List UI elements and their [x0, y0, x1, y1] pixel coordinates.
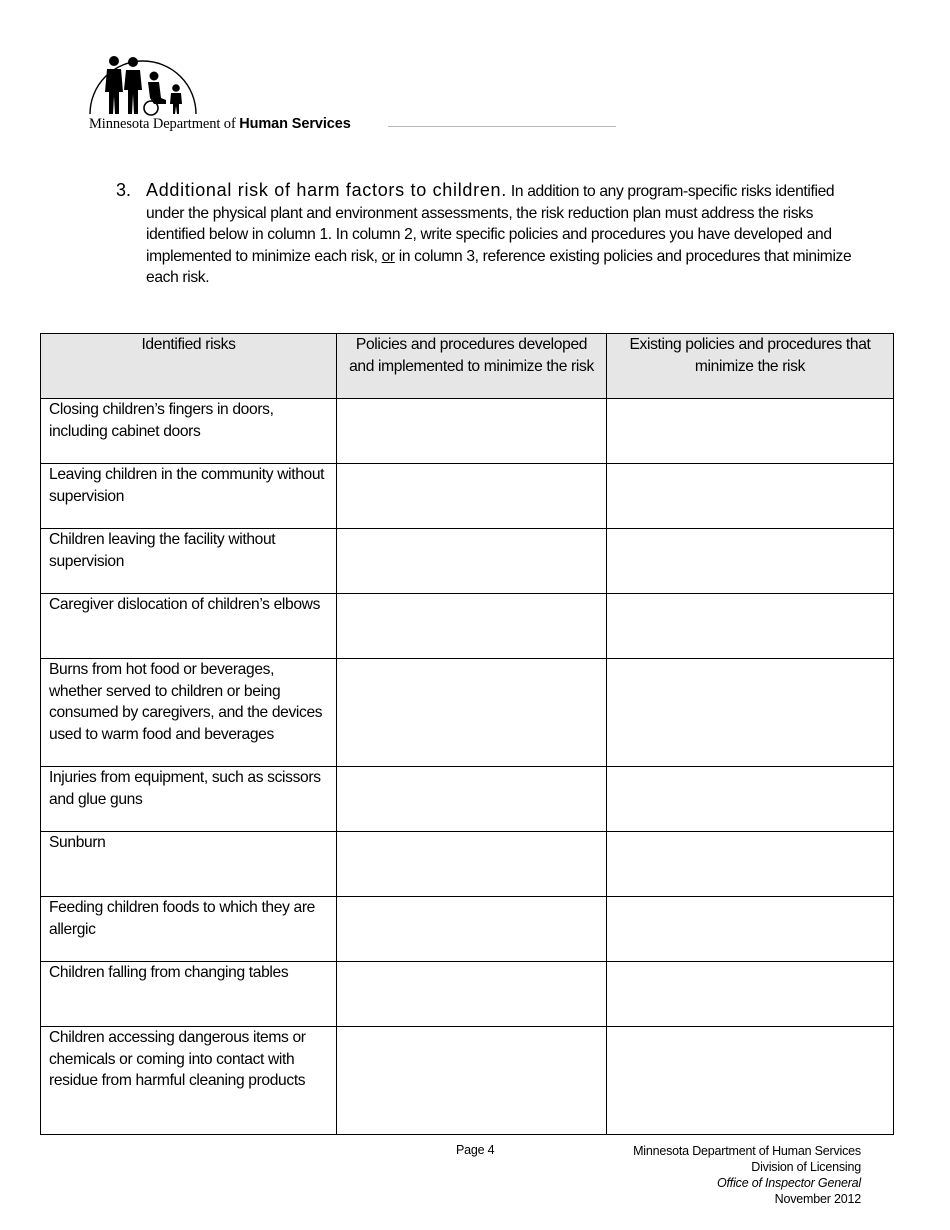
footer-date: November 2012	[774, 1192, 861, 1206]
risk-cell: Children falling from changing tables	[41, 962, 337, 1027]
table-row	[41, 464, 894, 529]
existing-cell[interactable]	[607, 962, 894, 1027]
logo-wordmark	[89, 116, 351, 133]
policies-cell[interactable]	[337, 399, 607, 464]
section-body	[146, 180, 866, 289]
footer-organization	[633, 1143, 861, 1207]
existing-cell[interactable]	[607, 767, 894, 832]
risk-cell: Children leaving the facility without supervision	[41, 529, 337, 594]
section-text-1: In addition to any program-specific risks identified under the physical plant and environment assessments, the risk reduction plan must address the risks identified below in column 1. In column 2, write specific policies and procedures you have developed and implemented to minimize each risk,	[146, 183, 835, 265]
risk-cell: Children accessing dangerous items or chemicals or coming into contact with residue from harmful cleaning products	[41, 1027, 337, 1135]
policies-cell[interactable]	[337, 832, 607, 897]
table-row	[41, 399, 894, 464]
page-number: Page 4	[456, 1143, 495, 1157]
risk-cell: Leaving children in the community without supervision	[41, 464, 337, 529]
existing-cell[interactable]	[607, 659, 894, 767]
policies-cell[interactable]	[337, 464, 607, 529]
table-row	[41, 659, 894, 767]
policies-cell[interactable]	[337, 1027, 607, 1135]
table-row	[41, 594, 894, 659]
policies-cell[interactable]	[337, 659, 607, 767]
policies-cell[interactable]	[337, 594, 607, 659]
policies-cell[interactable]	[337, 767, 607, 832]
existing-cell[interactable]	[607, 832, 894, 897]
risk-cell: Feeding children foods to which they are allergic	[41, 897, 337, 962]
risk-cell: Sunburn	[41, 832, 337, 897]
logo-divider	[388, 126, 616, 127]
logo-org-prefix: Minnesota Department of	[89, 116, 240, 132]
section-text-2: in column 3, reference existing policies and procedures that minimize each risk.	[146, 247, 852, 286]
risk-cell: Caregiver dislocation of children’s elbows	[41, 594, 337, 659]
table-row	[41, 962, 894, 1027]
existing-cell[interactable]	[607, 897, 894, 962]
header-existing-policies: Existing policies and procedures that minimize the risk	[607, 334, 894, 399]
footer-org-line2: Division of Licensing	[751, 1160, 861, 1174]
table-row	[41, 529, 894, 594]
section-number: 3.	[116, 180, 132, 200]
dhs-logo	[88, 52, 618, 136]
header-identified-risks: Identified risks	[41, 334, 337, 399]
logo-org-name: Human Services	[239, 116, 351, 132]
policies-cell[interactable]	[337, 962, 607, 1027]
risk-cell: Closing children’s fingers in doors, including cabinet doors	[41, 399, 337, 464]
risk-table	[40, 333, 894, 1135]
footer-office: Office of Inspector General	[717, 1176, 861, 1190]
existing-cell[interactable]	[607, 399, 894, 464]
footer-org-line1: Minnesota Department of Human Services	[633, 1144, 861, 1158]
existing-cell[interactable]	[607, 464, 894, 529]
policies-cell[interactable]	[337, 529, 607, 594]
family-silhouette-icon	[88, 52, 203, 118]
section-instructions	[116, 180, 866, 289]
table-row	[41, 897, 894, 962]
table-header-row	[41, 334, 894, 399]
header-policies-developed: Policies and procedures developed and implemented to minimize the risk	[337, 334, 607, 399]
table-row	[41, 767, 894, 832]
table-row	[41, 1027, 894, 1135]
table-row	[41, 832, 894, 897]
risk-cell: Injuries from equipment, such as scissors and glue guns	[41, 767, 337, 832]
existing-cell[interactable]	[607, 529, 894, 594]
or-emphasis: or	[381, 247, 395, 265]
existing-cell[interactable]	[607, 1027, 894, 1135]
footer-org-line3	[633, 1175, 861, 1191]
section-heading: Additional risk of harm factors to children.	[146, 180, 507, 200]
risk-cell: Burns from hot food or beverages, whether served to children or being consumed by caregivers, and the devices used to warm food and beverages	[41, 659, 337, 767]
existing-cell[interactable]	[607, 594, 894, 659]
policies-cell[interactable]	[337, 897, 607, 962]
